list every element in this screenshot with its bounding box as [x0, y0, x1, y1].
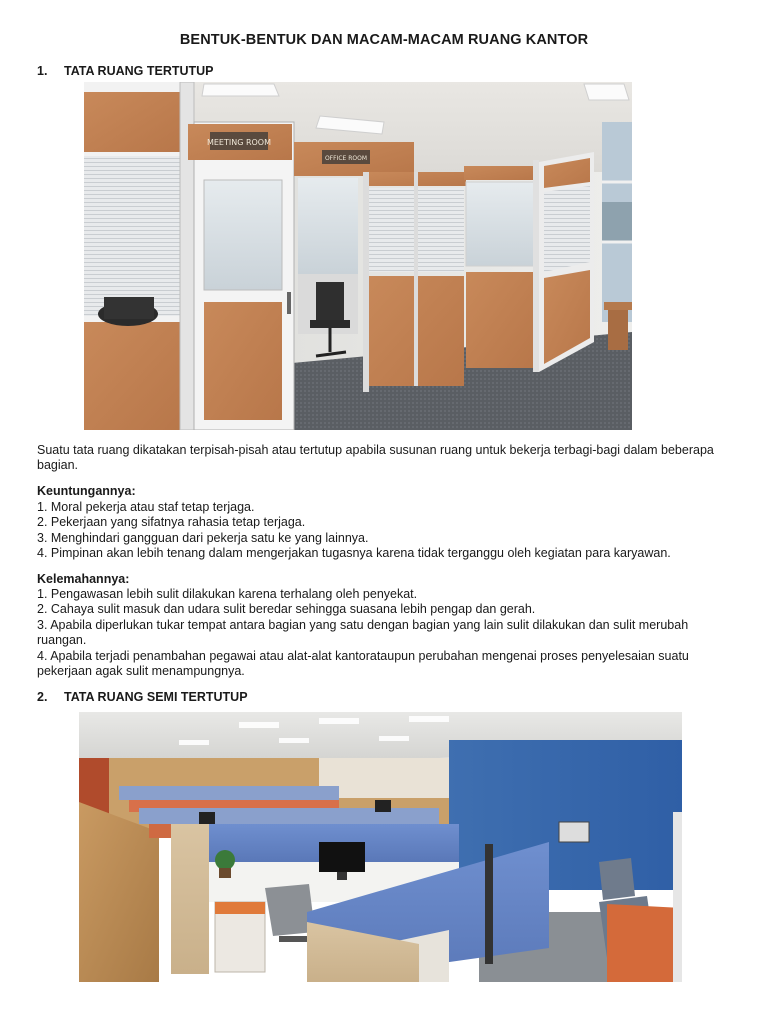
document-title: BENTUK-BENTUK DAN MACAM-MACAM RUANG KANTOR	[179, 32, 589, 48]
list-item: 1. Moral pekerja atau staf tetap terjaga.	[37, 500, 255, 514]
list-item: 2. Pekerjaan yang sifatnya rahasia tetap terjaga.	[37, 515, 306, 530]
semi-closed-office-photo	[79, 712, 682, 982]
section-1-title: TATA RUANG TERTUTUP	[64, 64, 214, 78]
disadvantages-list	[37, 587, 727, 679]
section-2-title: TATA RUANG SEMI TERTUTUP	[64, 690, 248, 704]
list-item: 3. Apabila diperlukan tukar tempat antara bagian yang satu dengan bagian yang lain sulit dilakukan dan sulit merubah ruangan.	[37, 617, 689, 648]
disadvantages-heading: Kelemahannya:	[37, 572, 130, 586]
office-room-sign: OFFICE ROOM	[324, 155, 368, 162]
list-item: 4. Apabila terjadi penambahan pegawai atau alat-alat kantorataupun perubahan mengenai proses penyelesaian suatu pekerjaan agak sulit menampungnya.	[37, 648, 689, 679]
list-item: 2. Cahaya sulit masuk dan udara sulit beredar sehingga suasana lebih pengap dan gerah.	[37, 602, 536, 617]
meeting-room-sign: MEETING ROOM	[206, 138, 272, 147]
list-item: 3. Menghindari gangguan dari pekerja satu ke yang lainnya.	[37, 530, 369, 545]
list-item: 1. Pengawasan lebih sulit dilakukan karena terhalang oleh penyekat.	[37, 587, 418, 601]
section-2-heading	[37, 690, 248, 704]
advantages-heading: Keuntungannya:	[37, 484, 136, 498]
list-item: 4. Pimpinan akan lebih tenang dalam mengerjakan tugasnya karena tidak terganggu oleh kegiatan para karyawan.	[37, 546, 671, 561]
closed-office-photo	[84, 82, 632, 430]
section-2-number: 2.	[37, 690, 48, 704]
section-1-heading	[37, 64, 214, 78]
advantages-list	[37, 500, 737, 562]
section-1-description: Suatu tata ruang dikatakan terpisah-pisah atau tertutup apabila susunan ruang untuk bekerja terbagi-bagi dalam beberapa bagian.	[37, 443, 714, 473]
section-1-number: 1.	[37, 64, 48, 78]
